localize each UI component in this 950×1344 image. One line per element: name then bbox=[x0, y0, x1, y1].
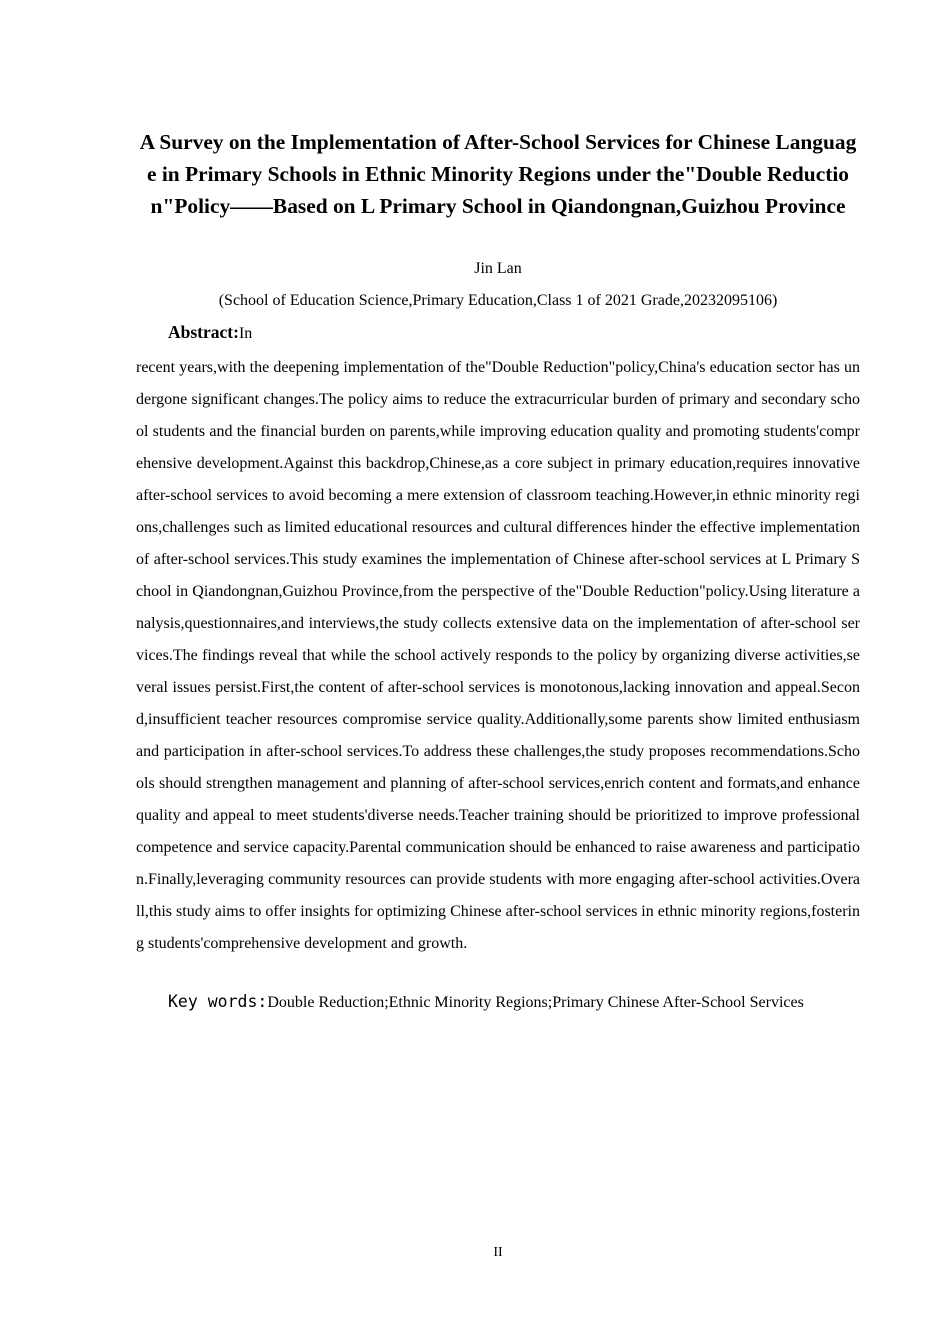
abstract-heading bbox=[168, 321, 252, 345]
keywords-text: Double Reduction;Ethnic Minority Regions;Primary Chinese After-School Services bbox=[267, 994, 804, 1011]
author-affiliation: (School of Education Science,Primary Education,Class 1 of 2021 Grade,20232095106) bbox=[218, 292, 778, 309]
author-name: Jin Lan bbox=[474, 260, 522, 277]
page-number: II bbox=[493, 1245, 503, 1260]
abstract-body: recent years,with the deepening implementation of the"Double Reduction"policy,China's education sector has undergone significant changes.The policy aims to reduce the extracurricular burden of primary and secondary school students and the financial burden on parents,while improving education quality and promoting students'comprehensive development.Against this backdrop,Chinese,as a core subject in primary education,requires innovative after-school services to avoid becoming a mere extension of classroom teaching.However,in ethnic minority regions,challenges such as limited educational resources and cultural differences hinder the effective implementation of after-school services.This study examines the implementation of Chinese after-school services at L Primary School in Qiandongnan,Guizhou Province,from the perspective of the"Double Reduction"policy.Using literature analysis,questionnaires,and interviews,the study collects extensive data on the implementation of after-school services.The findings reveal that while the school actively responds to the policy by organizing diverse activities,several issues persist.First,the content of after-school services is monotonous,lacking innovation and appeal.Second,insufficient teacher resources compromise service quality.Additionally,some parents show limited enthusiasm and participation in after-school services.To address these challenges,the study proposes recommendations.Schools should strengthen management and planning of after-school services,enrich content and formats,and enhance quality and appeal to meet students'diverse needs.Teacher training should be prioritized to improve professional competence and service capacity.Parental communication should be enhanced to raise awareness and participation.Finally,leveraging community resources can provide students with more engaging after-school activities.Overall,this study aims to offer insights for optimizing Chinese after-school services in ethnic minority regions,fostering students'comprehensive development and growth. bbox=[136, 359, 860, 952]
paper-title: A Survey on the Implementation of After-School Services for Chinese Language in Primary Schools in Ethnic Minority Regions under the"Double Reduction"Policy——Based on L Primary School in Qiandongnan,Guizhou Province bbox=[139, 130, 857, 218]
abstract-label: Abstract: bbox=[168, 322, 239, 342]
keywords-label: Key words: bbox=[168, 992, 268, 1011]
keywords-line bbox=[168, 991, 804, 1014]
abstract-first-word: In bbox=[238, 325, 253, 342]
